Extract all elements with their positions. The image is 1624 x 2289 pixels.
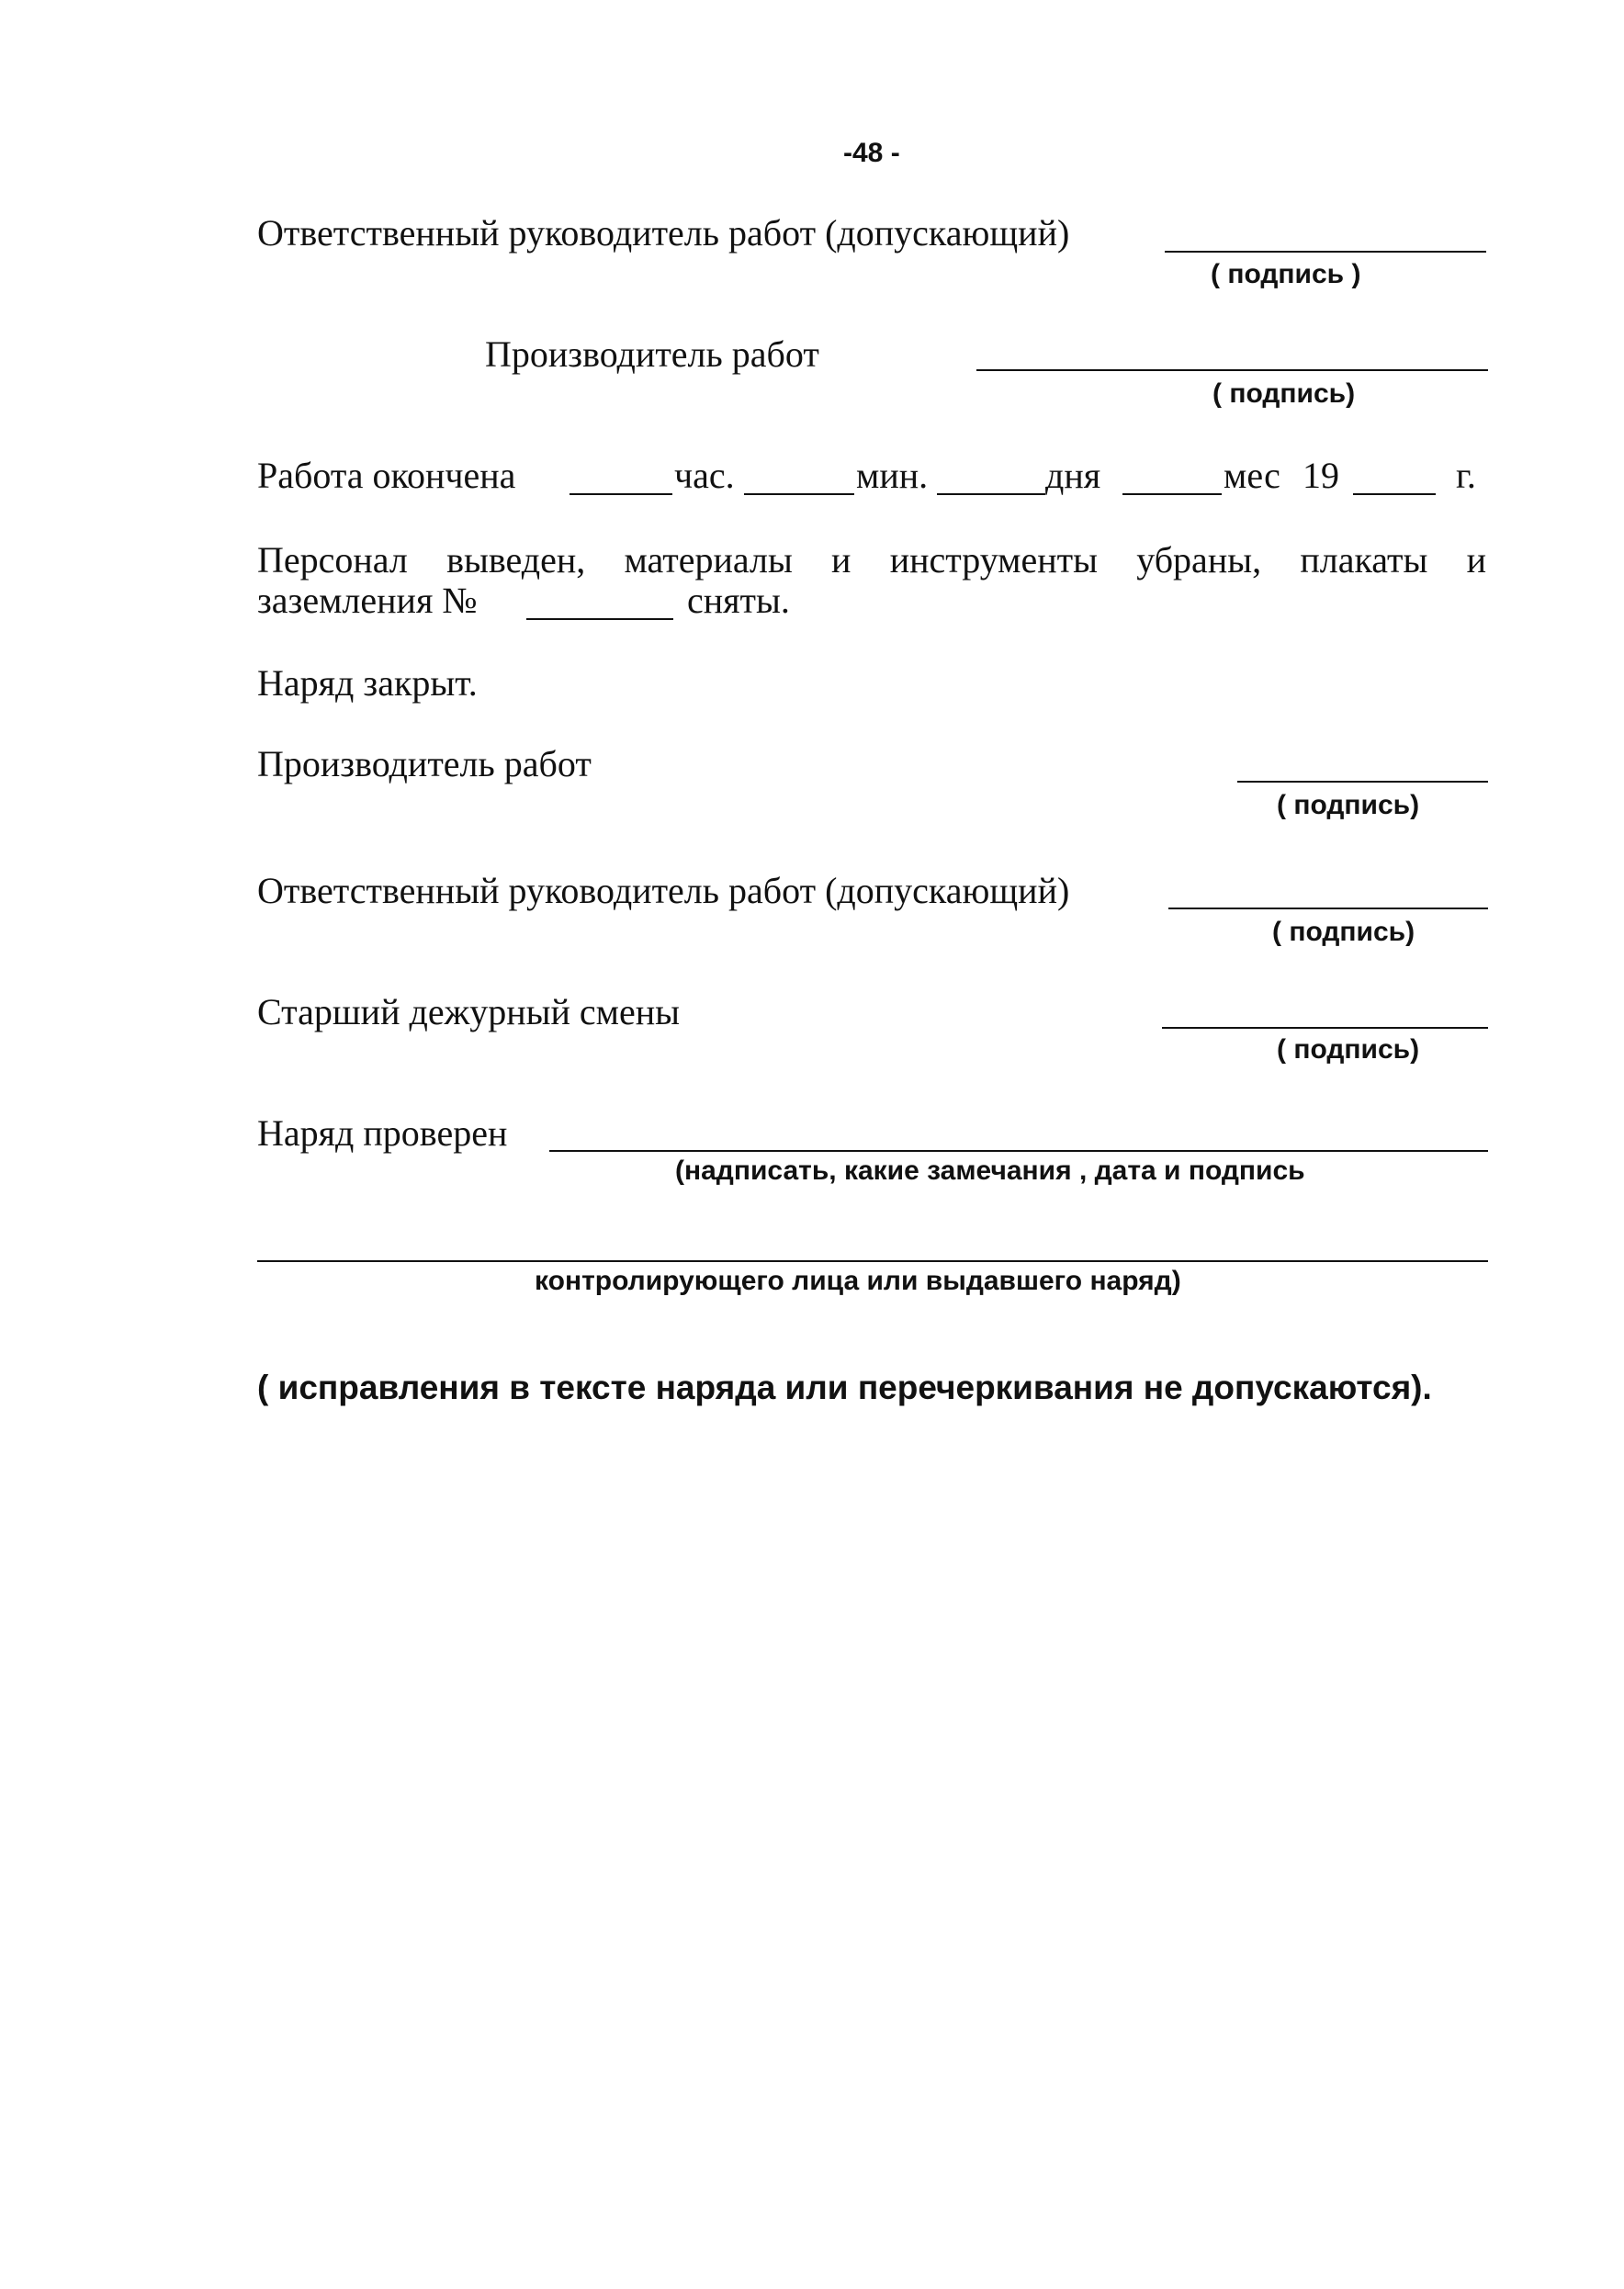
responsible-manager-signature-line-2[interactable] [1168,908,1488,909]
month-unit: мес [1224,455,1280,496]
order-closed-text: Наряд закрыт. [257,662,478,704]
signature-caption: ( подпись) [1272,917,1415,947]
page-number: -48 - [843,138,900,168]
hour-unit: час. [674,455,735,496]
signature-caption: ( подпись ) [1211,259,1361,289]
work-producer-label: Производитель работ [485,333,819,375]
grounding-label: заземления № [257,580,478,621]
senior-duty-officer-label: Старший дежурный смены [257,991,681,1032]
signature-caption: ( подпись) [1277,1034,1420,1065]
order-checked-label: Наряд проверен [257,1112,508,1154]
order-checked-remarks-line-2[interactable] [257,1260,1488,1262]
remarks-caption-continued: контролирующего лица или выдавшего наряд) [535,1266,1181,1296]
remarks-caption: (надписать, какие замечания , дата и подпись [675,1156,1305,1186]
month-field[interactable] [1122,493,1222,495]
order-checked-remarks-line[interactable] [549,1150,1488,1152]
work-producer-signature-line[interactable] [976,369,1488,371]
hour-field[interactable] [570,493,672,495]
responsible-manager-label-2: Ответственный руководитель работ (допускающий) [257,870,1070,911]
minute-unit: мин. [856,455,929,496]
signature-caption: ( подпись) [1277,790,1420,820]
signature-caption: ( подпись) [1212,378,1356,409]
year-unit: г. [1456,455,1476,496]
removed-label: сняты. [687,580,790,621]
work-producer-signature-line-2[interactable] [1237,781,1488,783]
work-producer-label-2: Производитель работ [257,743,592,784]
responsible-manager-signature-line[interactable] [1165,251,1486,253]
grounding-number-field[interactable] [526,618,673,620]
day-field[interactable] [937,493,1045,495]
personnel-statement-line1: Персонал выведен, материалы и инструменты убраны, плакаты и [257,539,1486,581]
day-unit: дня [1045,455,1101,496]
corrections-not-allowed-note: ( исправления в тексте наряда или перечеркивания не допускаются). [257,1369,1432,1406]
minute-field[interactable] [744,493,854,495]
year-field[interactable] [1353,493,1436,495]
year-prefix: 19 [1303,455,1339,496]
work-finished-label: Работа окончена [257,455,516,496]
responsible-manager-label: Ответственный руководитель работ (допускающий) [257,212,1070,254]
senior-duty-officer-signature-line[interactable] [1162,1027,1488,1029]
